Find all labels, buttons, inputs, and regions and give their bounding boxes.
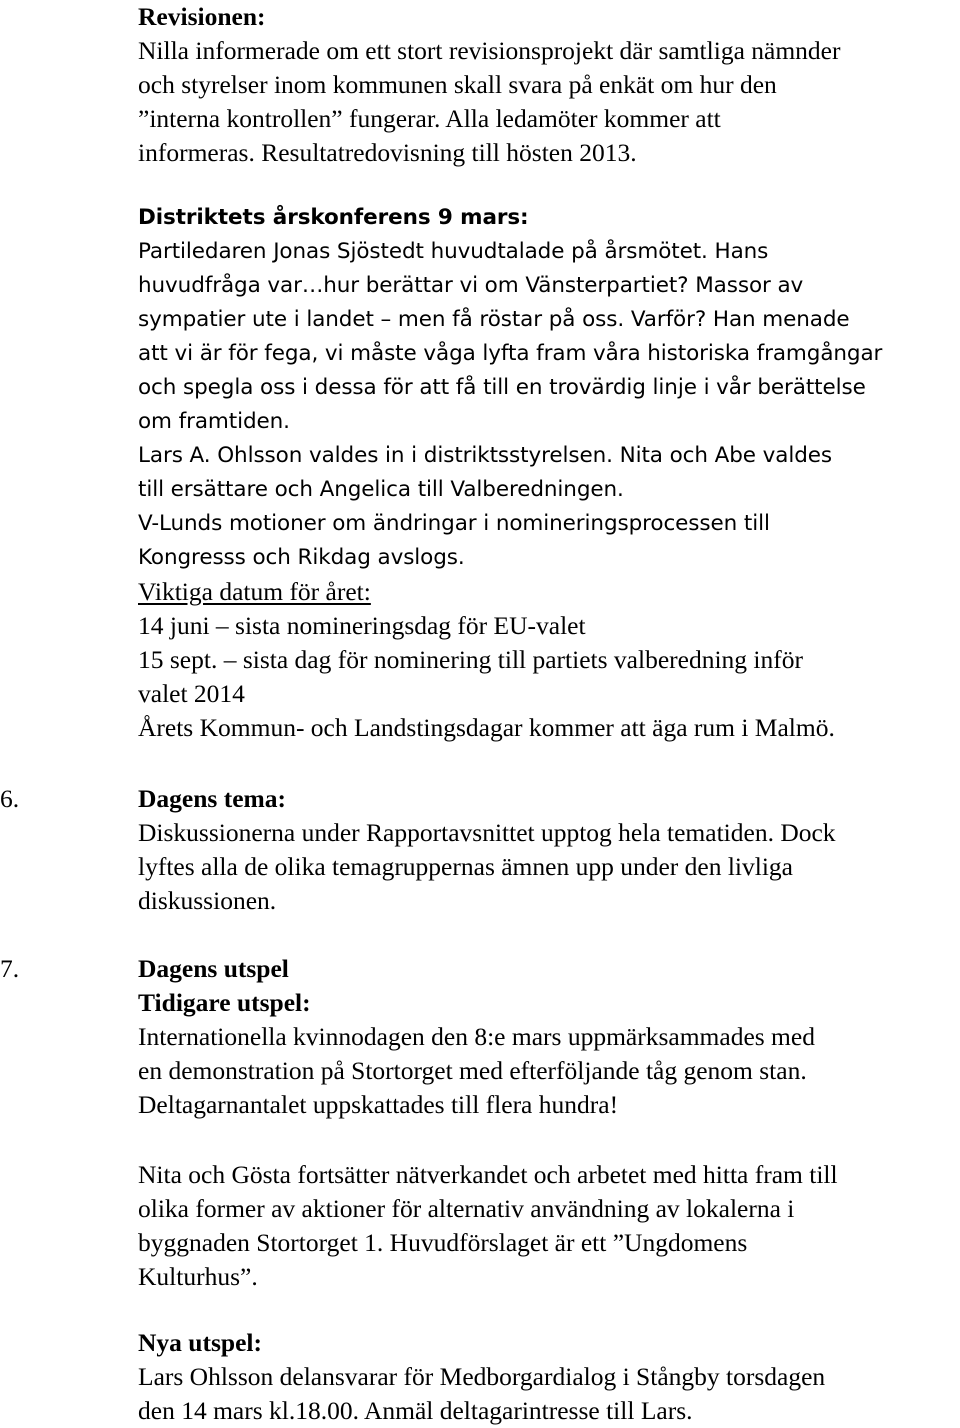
- item7-para1-line: Deltagarnantalet uppskattades till flera hundra!: [138, 1090, 619, 1119]
- distriktet-heading: Distriktets årskonferens 9 mars:: [138, 205, 529, 230]
- nya-utspel-heading: Nya utspel:: [138, 1328, 262, 1357]
- item6-line: Diskussionerna under Rapportavsnittet upptog hela tematiden. Dock: [138, 818, 836, 847]
- item6-heading: Dagens tema:: [138, 784, 287, 813]
- revisionen-line: och styrelser inom kommunen skall svara på enkät om hur den: [138, 70, 777, 99]
- item7-para2-line: olika former av aktioner för alternativ användning av lokalerna i: [138, 1194, 795, 1223]
- item7-para2-line: Kulturhus”.: [138, 1262, 258, 1291]
- item6-section: [138, 782, 958, 918]
- datum-line: Årets Kommun- och Landstingsdagar kommer att äga rum i Malmö.: [138, 713, 835, 742]
- distriktet-line: om framtiden.: [138, 409, 290, 434]
- item7-nya: [138, 1326, 958, 1428]
- item7-number: 7.: [0, 954, 20, 983]
- item7-para2: [138, 1158, 958, 1294]
- datum-section: [138, 575, 958, 745]
- item7-subheading: Tidigare utspel:: [138, 988, 311, 1017]
- distriktet-line: till ersättare och Angelica till Valberedningen.: [138, 477, 624, 502]
- item7-para2-line: byggnaden Stortorget 1. Huvudförslaget är ett ”Ungdomens: [138, 1228, 748, 1257]
- datum-line: 14 juni – sista nomineringsdag för EU-valet: [138, 611, 586, 640]
- revisionen-line: ”interna kontrollen” fungerar. Alla ledamöter kommer att: [138, 104, 721, 133]
- item7-para2-line: Nita och Gösta fortsätter nätverkandet och arbetet med hitta fram till: [138, 1160, 838, 1189]
- datum-line: 15 sept. – sista dag för nominering till partiets valberedning inför: [138, 645, 803, 674]
- distriktet-line: Lars A. Ohlsson valdes in i distriktsstyrelsen. Nita och Abe valdes: [138, 443, 832, 468]
- distriktet-line: V-Lunds motioner om ändringar i nomineringsprocessen till: [138, 511, 770, 536]
- item7-para1-line: en demonstration på Stortorget med efterföljande tåg genom stan.: [138, 1056, 807, 1085]
- item7-para3-line: den 14 mars kl.18.00. Anmäl deltagarintresse till Lars.: [138, 1396, 693, 1425]
- distriktet-line: Partiledaren Jonas Sjöstedt huvudtalade på årsmötet. Hans: [138, 239, 769, 264]
- item7-heading: Dagens utspel: [138, 954, 289, 983]
- item7-para3-line: Lars Ohlsson delansvarar för Medborgardialog i Stångby torsdagen: [138, 1362, 826, 1391]
- distriktet-line: huvudfråga var…hur berättar vi om Vänsterpartiet? Massor av: [138, 273, 804, 298]
- revisionen-line: informeras. Resultatredovisning till hösten 2013.: [138, 138, 637, 167]
- revisionen-line: Nilla informerade om ett stort revisionsprojekt där samtliga nämnder: [138, 36, 841, 65]
- item6-number: 6.: [0, 784, 20, 813]
- distriktet-line: och spegla oss i dessa för att få till en trovärdig linje i vår berättelse: [138, 375, 866, 400]
- item7-para1-line: Internationella kvinnodagen den 8:e mars uppmärksammades med: [138, 1022, 815, 1051]
- revisionen-heading: Revisionen:: [138, 2, 266, 31]
- item6-line: diskussionen.: [138, 886, 277, 915]
- revisionen-section: [138, 0, 958, 170]
- distriktet-line: Kongresss och Rikdag avslogs.: [138, 545, 465, 570]
- distriktet-line: att vi är för fega, vi måste våga lyfta fram våra historiska framgångar: [138, 341, 883, 366]
- item6-line: lyftes alla de olika temagruppernas ämnen upp under den livliga: [138, 852, 793, 881]
- datum-line: valet 2014: [138, 679, 245, 708]
- item7-section: [138, 952, 958, 1122]
- distriktet-line: sympatier ute i landet – men få röstar på oss. Varför? Han menade: [138, 307, 850, 332]
- distriktet-section: [138, 201, 958, 575]
- datum-heading: Viktiga datum för året:: [138, 577, 371, 606]
